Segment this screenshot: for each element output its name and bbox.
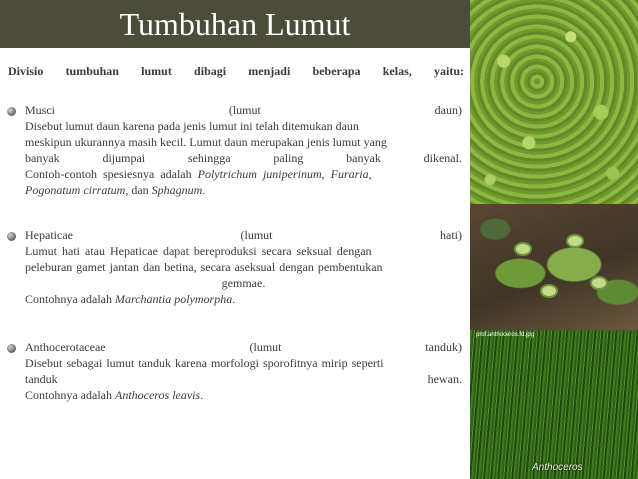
- item-line: banyak dijumpai sehingga paling banyak dikenal.: [25, 151, 462, 165]
- item-heading: Musci (lumut daun): [25, 103, 462, 117]
- item-examples: Contohnya adalah Marchantia polymorpha.: [25, 292, 236, 306]
- bullet-icon: [7, 344, 16, 353]
- item-line: Disebut sebagai lumut tanduk karena morfologi sporofitnya mirip seperti: [25, 356, 384, 370]
- item-examples: Contoh-contoh spesiesnya adalah Polytrichum juniperinum, Furaria,: [25, 167, 372, 181]
- photo-source-label: prof.anthoceros.fd.jpg: [476, 332, 535, 338]
- item-examples-cont: Pogonatum cirratum, dan Sphagnum.: [25, 183, 206, 197]
- item-line: Disebut lumut daun karena pada jenis lumut ini telah ditemukan daun: [25, 119, 359, 133]
- gemma-cup-icon: [590, 276, 608, 290]
- gemma-cup-icon: [540, 284, 558, 298]
- item-examples: Contohnya adalah Anthoceros leavis.: [25, 388, 204, 402]
- bullet-icon: [7, 107, 16, 116]
- moss-photo-anthoceros: [470, 330, 638, 479]
- item-line: gemmae.: [221, 276, 266, 290]
- photo-column: [470, 0, 638, 479]
- item-line: peleburan gamet jantan dan betina, secara aseksual dengan pembentukan: [25, 260, 383, 274]
- item-heading: Anthocerotaceae (lumut tanduk): [25, 340, 462, 354]
- photo-caption: Anthoceros: [532, 462, 583, 473]
- slide-title: Tumbuhan Lumut: [119, 6, 351, 42]
- intro-text: Divisio tumbuhan lumut dibagi menjadi beberapa kelas, yaitu:: [8, 64, 464, 78]
- item-heading: Hepaticae (lumut hati): [25, 228, 462, 242]
- item-line: tanduk hewan.: [25, 372, 462, 386]
- gemma-cup-icon: [514, 242, 532, 256]
- item-line: Lumut hati atau Hepaticae dapat bereproduksi secara seksual dengan: [25, 244, 372, 258]
- moss-photo-musci: [470, 0, 638, 204]
- moss-photo-hepaticae: [470, 204, 638, 330]
- gemma-cup-icon: [566, 234, 584, 248]
- bullet-icon: [7, 232, 16, 241]
- item-line: meskipun ukurannya masih kecil. Lumut daun merupakan jenis lumut yang: [25, 135, 387, 149]
